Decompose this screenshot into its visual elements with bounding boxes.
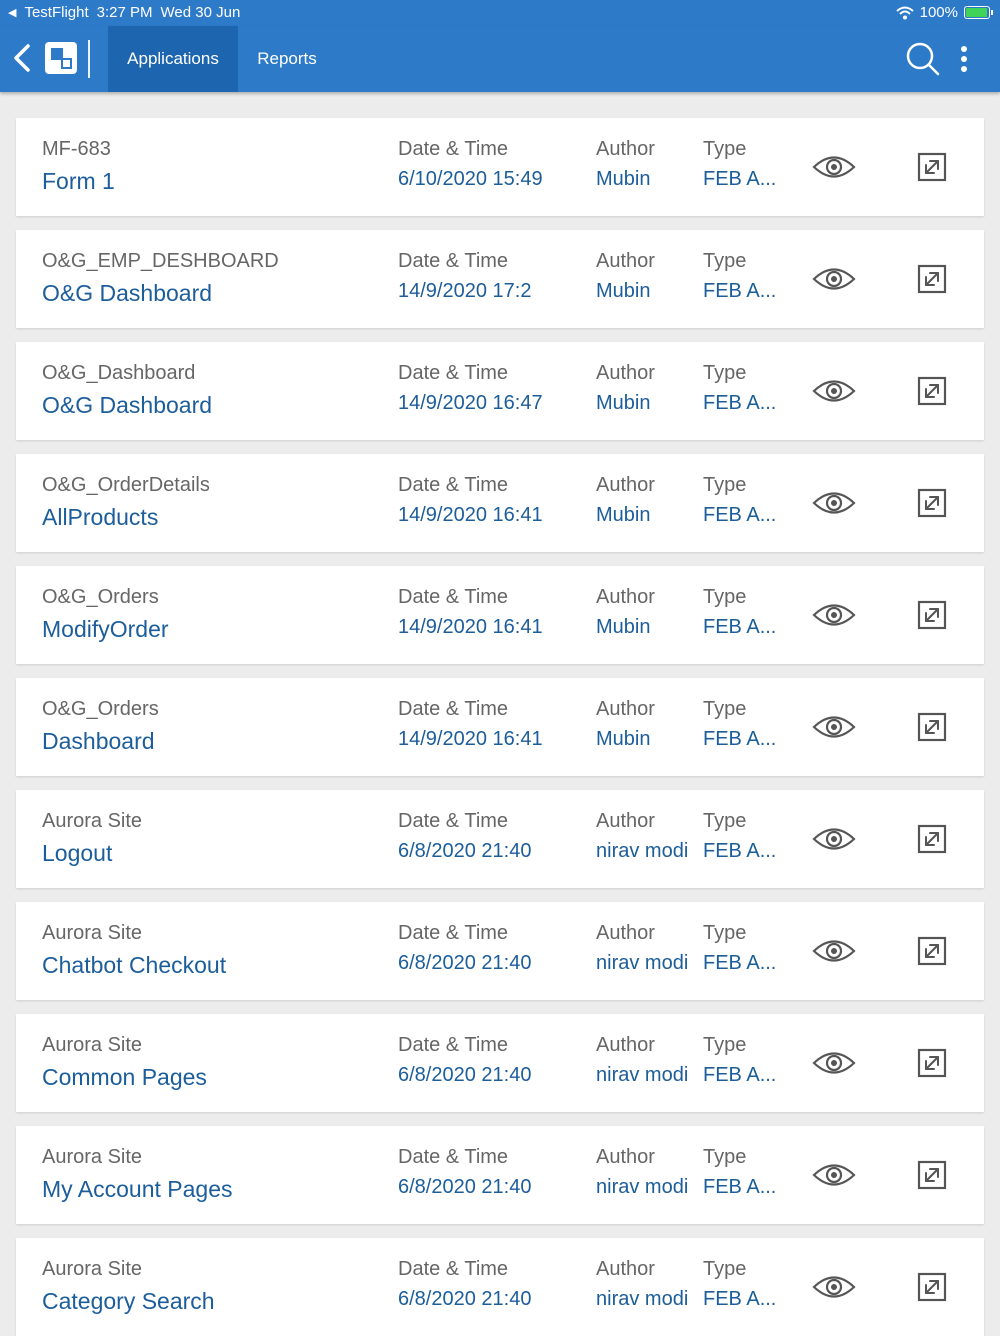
open-external-icon[interactable] <box>917 152 947 182</box>
application-card[interactable] <box>16 118 984 216</box>
author-value: Mubin <box>596 616 651 638</box>
eye-icon[interactable] <box>812 376 856 406</box>
top-navigation-bar <box>0 26 1000 92</box>
application-title[interactable]: Chatbot Checkout <box>42 952 227 978</box>
application-title[interactable]: AllProducts <box>42 504 159 530</box>
application-card[interactable] <box>16 342 984 440</box>
author-value: Mubin <box>596 168 651 190</box>
type-value: FEB A... <box>703 392 777 414</box>
date-time-value: 14/9/2020 16:41 <box>398 504 543 526</box>
open-external-icon[interactable] <box>917 936 947 966</box>
date-time-value: 14/9/2020 16:47 <box>398 392 543 414</box>
type-label: Type <box>703 362 747 384</box>
type-label: Type <box>703 586 747 608</box>
author-label: Author <box>596 1258 655 1280</box>
battery-icon <box>964 6 990 19</box>
application-title[interactable]: ModifyOrder <box>42 616 169 642</box>
application-title[interactable]: Common Pages <box>42 1064 207 1090</box>
date-time-value: 6/8/2020 21:40 <box>398 840 532 862</box>
date-time-label: Date & Time <box>398 810 509 832</box>
open-external-icon[interactable] <box>917 488 947 518</box>
type-label: Type <box>703 474 747 496</box>
battery-fill <box>966 8 987 17</box>
type-value: FEB A... <box>703 1288 777 1310</box>
status-app-name[interactable]: TestFlight <box>24 4 89 21</box>
eye-icon[interactable] <box>812 936 856 966</box>
open-external-icon[interactable] <box>917 1048 947 1078</box>
eye-icon[interactable] <box>812 488 856 518</box>
eye-icon[interactable] <box>812 600 856 630</box>
type-value: FEB A... <box>703 1064 777 1086</box>
open-external-icon[interactable] <box>917 264 947 294</box>
open-external-icon[interactable] <box>917 1272 947 1302</box>
date-time-value: 6/8/2020 21:40 <box>398 1288 532 1310</box>
author-label: Author <box>596 362 655 384</box>
eye-icon[interactable] <box>812 1160 856 1190</box>
eye-icon[interactable] <box>812 1048 856 1078</box>
application-id: Aurora Site <box>42 922 143 944</box>
wifi-icon <box>896 6 914 20</box>
author-value: Mubin <box>596 280 651 302</box>
application-card[interactable] <box>16 790 984 888</box>
application-id: Aurora Site <box>42 1258 143 1280</box>
application-id: Aurora Site <box>42 1146 143 1168</box>
status-bar <box>0 0 1000 26</box>
open-external-icon[interactable] <box>917 712 947 742</box>
date-time-value: 14/9/2020 16:41 <box>398 728 543 750</box>
back-to-app-icon[interactable]: ◀ <box>8 7 17 19</box>
application-id: O&G_Orders <box>42 586 159 608</box>
type-value: FEB A... <box>703 952 777 974</box>
application-card[interactable] <box>16 566 984 664</box>
date-time-label: Date & Time <box>398 922 509 944</box>
eye-icon[interactable] <box>812 824 856 854</box>
search-icon[interactable] <box>905 41 941 77</box>
author-label: Author <box>596 138 655 160</box>
author-value: nirav modi <box>596 1064 689 1086</box>
date-time-value: 6/8/2020 21:40 <box>398 1064 532 1086</box>
author-label: Author <box>596 1146 655 1168</box>
open-external-icon[interactable] <box>917 600 947 630</box>
eye-icon[interactable] <box>812 1272 856 1302</box>
application-id: MF-683 <box>42 138 111 160</box>
back-chevron-icon[interactable] <box>8 40 36 76</box>
application-id: O&G_OrderDetails <box>42 474 210 496</box>
application-id: O&G_EMP_DESHBOARD <box>42 250 279 272</box>
author-label: Author <box>596 922 655 944</box>
date-time-value: 14/9/2020 16:41 <box>398 616 543 638</box>
author-value: Mubin <box>596 504 651 526</box>
author-label: Author <box>596 474 655 496</box>
author-label: Author <box>596 250 655 272</box>
author-value: nirav modi <box>596 840 689 862</box>
application-card[interactable] <box>16 1126 984 1224</box>
nav-divider <box>88 40 90 78</box>
type-value: FEB A... <box>703 168 777 190</box>
type-label: Type <box>703 1034 747 1056</box>
type-value: FEB A... <box>703 616 777 638</box>
date-time-label: Date & Time <box>398 1146 509 1168</box>
date-time-label: Date & Time <box>398 362 509 384</box>
date-time-label: Date & Time <box>398 698 509 720</box>
date-time-label: Date & Time <box>398 138 509 160</box>
tab-reports[interactable]: Reports <box>257 49 317 68</box>
type-label: Type <box>703 698 747 720</box>
author-value: Mubin <box>596 728 651 750</box>
eye-icon[interactable] <box>812 264 856 294</box>
date-time-value: 6/8/2020 21:40 <box>398 1176 532 1198</box>
author-label: Author <box>596 586 655 608</box>
author-label: Author <box>596 810 655 832</box>
type-label: Type <box>703 1146 747 1168</box>
eye-icon[interactable] <box>812 712 856 742</box>
author-label: Author <box>596 1034 655 1056</box>
application-card[interactable] <box>16 678 984 776</box>
battery-percent: 100% <box>919 4 958 21</box>
type-value: FEB A... <box>703 1176 777 1198</box>
application-title[interactable]: O&G Dashboard <box>42 280 213 306</box>
status-time: 3:27 PM <box>96 4 153 21</box>
more-vertical-icon[interactable] <box>952 44 976 76</box>
application-id: O&G_Dashboard <box>42 362 196 384</box>
application-title[interactable]: Form 1 <box>42 168 115 194</box>
date-time-label: Date & Time <box>398 1034 509 1056</box>
type-label: Type <box>703 138 747 160</box>
application-id: O&G_Orders <box>42 698 159 720</box>
author-label: Author <box>596 698 655 720</box>
open-external-icon[interactable] <box>917 824 947 854</box>
app-logo-icon[interactable] <box>42 39 80 77</box>
author-value: nirav modi <box>596 952 689 974</box>
application-card[interactable] <box>16 230 984 328</box>
date-time-label: Date & Time <box>398 474 509 496</box>
date-time-value: 14/9/2020 17:2 <box>398 280 532 302</box>
open-external-icon[interactable] <box>917 376 947 406</box>
application-card[interactable] <box>16 454 984 552</box>
type-label: Type <box>703 922 747 944</box>
application-card[interactable] <box>16 1014 984 1112</box>
type-label: Type <box>703 810 747 832</box>
application-id: Aurora Site <box>42 810 143 832</box>
type-label: Type <box>703 1258 747 1280</box>
author-value: Mubin <box>596 392 651 414</box>
type-value: FEB A... <box>703 728 777 750</box>
date-time-label: Date & Time <box>398 1258 509 1280</box>
date-time-value: 6/10/2020 15:49 <box>398 168 543 190</box>
type-label: Type <box>703 250 747 272</box>
application-title[interactable]: Logout <box>42 840 113 866</box>
date-time-value: 6/8/2020 21:40 <box>398 952 532 974</box>
application-id: Aurora Site <box>42 1034 143 1056</box>
application-title[interactable]: Category Search <box>42 1288 215 1314</box>
status-date: Wed 30 Jun <box>160 4 241 21</box>
type-value: FEB A... <box>703 504 777 526</box>
application-title[interactable]: Dashboard <box>42 728 155 754</box>
tab-applications[interactable]: Applications <box>108 26 238 92</box>
date-time-label: Date & Time <box>398 250 509 272</box>
type-value: FEB A... <box>703 280 777 302</box>
application-title[interactable]: O&G Dashboard <box>42 392 213 418</box>
application-title[interactable]: My Account Pages <box>42 1176 233 1202</box>
author-value: nirav modi <box>596 1288 689 1310</box>
open-external-icon[interactable] <box>917 1160 947 1190</box>
type-value: FEB A... <box>703 840 777 862</box>
application-card[interactable] <box>16 1238 984 1336</box>
author-value: nirav modi <box>596 1176 689 1198</box>
eye-icon[interactable] <box>812 152 856 182</box>
application-card[interactable] <box>16 902 984 1000</box>
date-time-label: Date & Time <box>398 586 509 608</box>
